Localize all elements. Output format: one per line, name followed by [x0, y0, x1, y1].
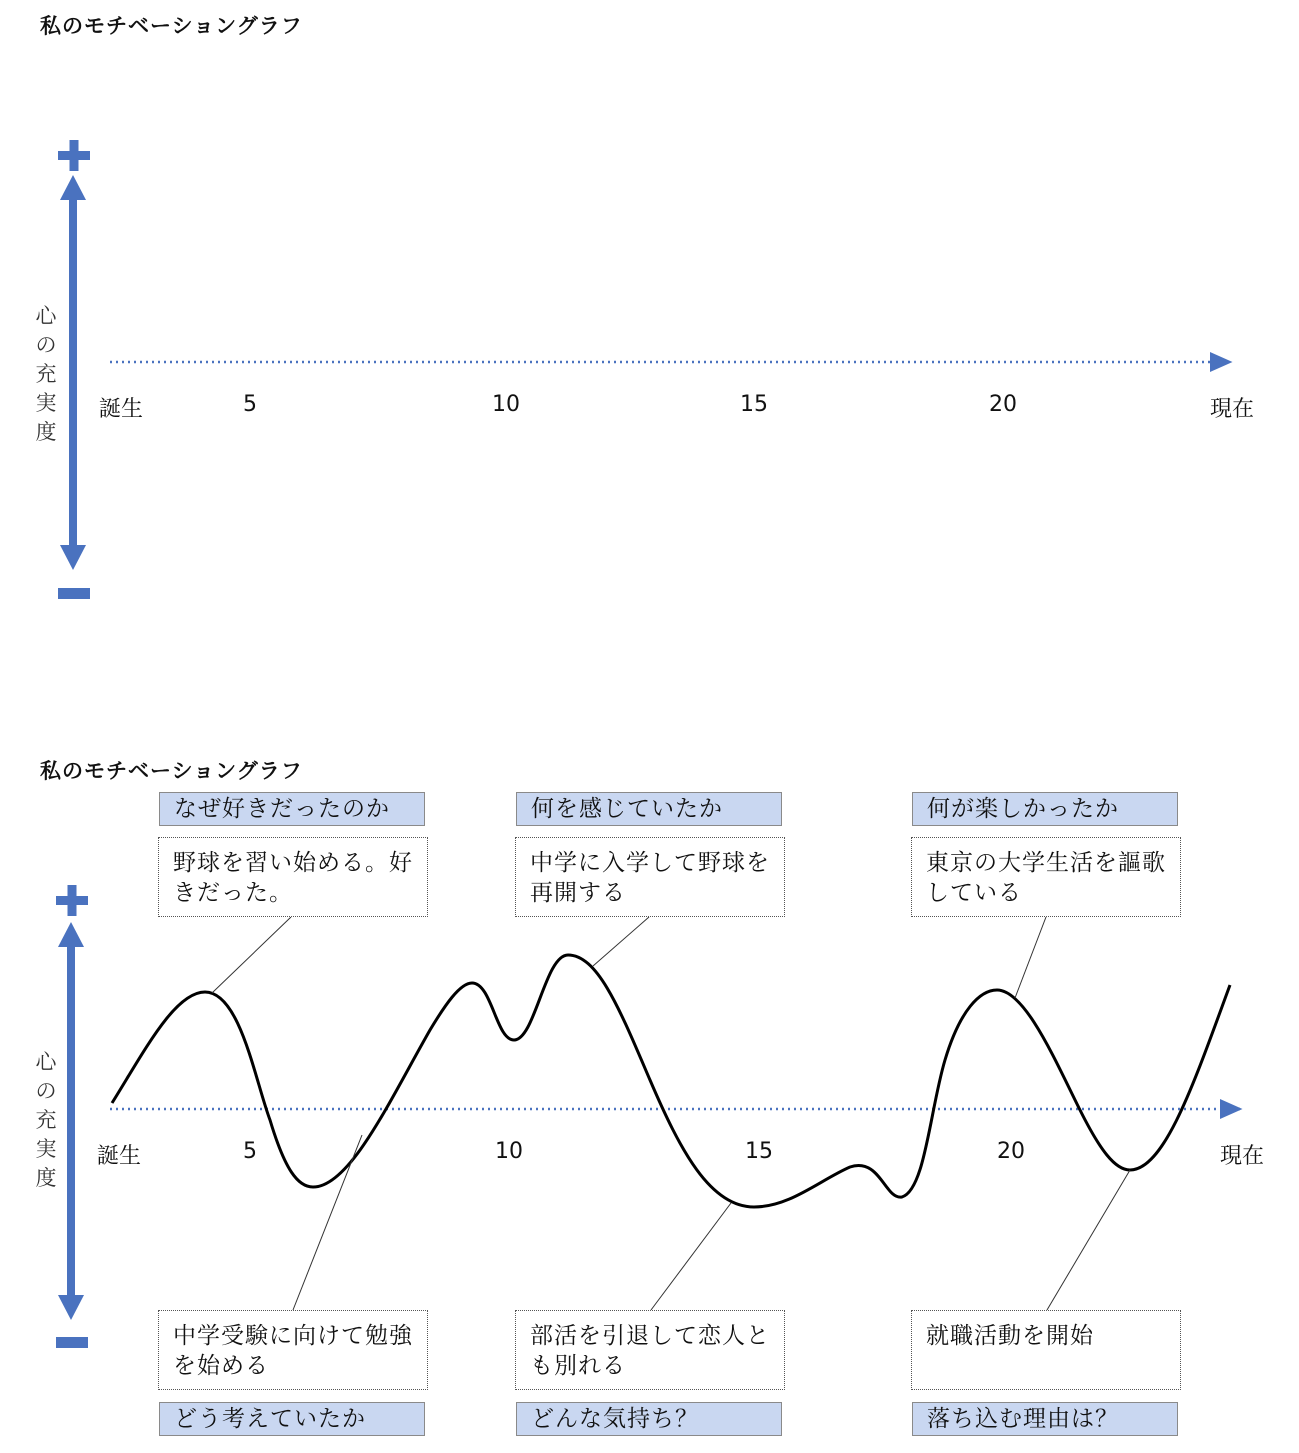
event-box: 部活を引退して恋人とも別れる [515, 1310, 785, 1390]
x-label-15: 15 [740, 392, 768, 417]
x-label-now: 現在 [1210, 397, 1255, 422]
x-label-birth: 誕生 [97, 1144, 142, 1169]
minus-icon [56, 1337, 88, 1348]
question-box: 落ち込む理由は？ [912, 1402, 1178, 1436]
x-label-now: 現在 [1220, 1144, 1265, 1169]
y-axis-label: 心 の 充 実 度 [35, 304, 57, 444]
x-label-5: 5 [243, 392, 257, 417]
x-label-20: 20 [989, 392, 1017, 417]
x-label-15: 15 [745, 1139, 773, 1164]
plus-icon [56, 885, 88, 916]
x-label-10: 10 [492, 392, 520, 417]
y-axis-arrow [58, 922, 84, 1320]
leader-line [212, 917, 291, 993]
leader-line [651, 1203, 731, 1310]
panel-1-title: 私のモチベーショングラフ [40, 14, 303, 38]
y-axis-label: 心 の 充 実 度 [35, 1050, 57, 1190]
question-box: 何が楽しかったか [912, 792, 1178, 826]
event-box: 中学受験に向けて勉強を始める [158, 1310, 428, 1390]
event-box: 中学に入学して野球を再開する [515, 837, 785, 917]
question-box: なぜ好きだったのか [159, 792, 425, 826]
leader-line [1047, 1170, 1130, 1310]
event-box: 就職活動を開始 [911, 1310, 1181, 1390]
x-label-10: 10 [495, 1139, 523, 1164]
event-box: 野球を習い始める。好きだった。 [158, 837, 428, 917]
motivation-curve [112, 955, 1230, 1207]
question-box: どう考えていたか [159, 1402, 425, 1436]
x-label-20: 20 [997, 1139, 1025, 1164]
question-box: 何を感じていたか [516, 792, 782, 826]
event-box: 東京の大学生活を謳歌している [911, 837, 1181, 917]
question-box: どんな気持ち？ [516, 1402, 782, 1436]
leader-line [1015, 917, 1046, 998]
x-label-5: 5 [243, 1139, 257, 1164]
leader-line [593, 917, 649, 966]
x-label-birth: 誕生 [99, 397, 144, 422]
panel-2-title: 私のモチベーショングラフ [40, 759, 303, 783]
leader-line [293, 1135, 362, 1310]
